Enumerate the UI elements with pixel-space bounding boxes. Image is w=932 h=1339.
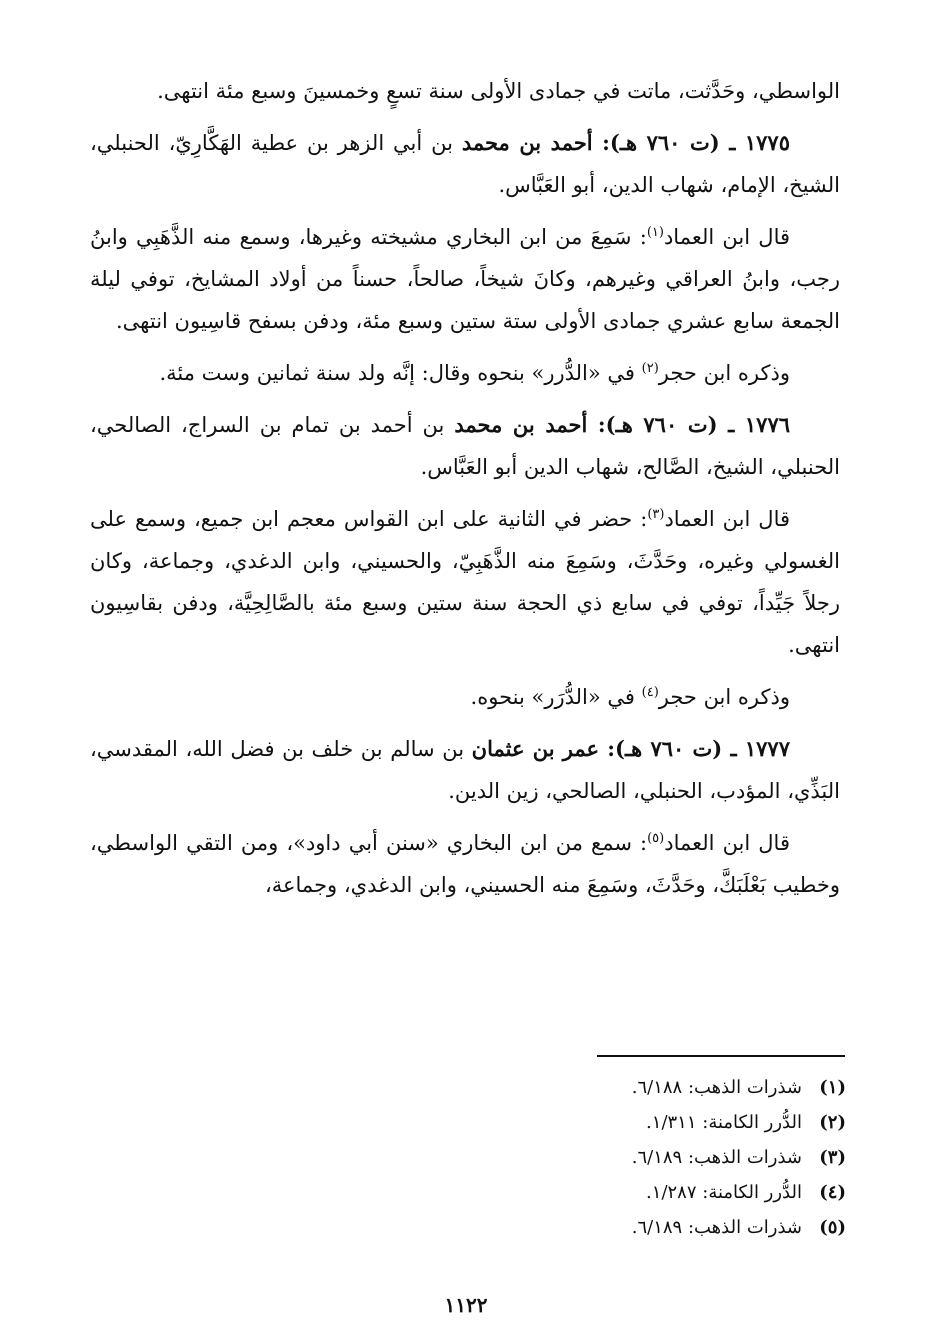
footnote-ref-3[interactable]: (٣): [647, 507, 665, 522]
entry-1777: [90, 728, 840, 812]
footnote-divider: [597, 1055, 845, 1057]
quote-ibn-al-imad-2: [90, 498, 840, 666]
quote-ibn-hajar-1: [90, 352, 840, 394]
page-number: ١١٢٢: [444, 1293, 488, 1317]
paragraph-text: قال ابن العماد: [663, 225, 791, 249]
quote-ibn-al-imad-1: [90, 216, 840, 342]
paragraph-text: وذكره ابن حجر: [658, 361, 790, 385]
footnotes: [400, 1070, 846, 1245]
footnote-number: (٢): [819, 1112, 846, 1133]
paragraph-text: : سَمِعَ من ابن البخاري مشيخته وغيرها، وسمع منه الذَّهَبِي وابنُ رجب، وابنُ العراقي وغيرهم، وكانَ شيخاً، صالحاً، حسناً من أولاد المشايخ، توفي ليلة الجمعة سابع عشري جمادى الأولى ستة ستين وسبع مئة، ودفن بسفح قاسِيون انتهى.: [90, 225, 840, 333]
entry-1775: [90, 122, 840, 206]
entry-heading: ١٧٧٦ ـ (ت ٧٦٠ هـ): أحمد بن محمد: [454, 412, 791, 437]
entry-heading: ١٧٧٧ ـ (ت ٧٦٠ هـ): عمر بن عثمان: [471, 736, 790, 761]
footnote-ref-2[interactable]: (٢): [641, 361, 659, 376]
footnote-number: (٣): [819, 1147, 846, 1168]
paragraph-text: قال ابن العماد: [664, 507, 791, 531]
entry-text: بن أبي الزهر بن عطية الهَكَّارِيّ، الحنبلي، الشيخ، الإمام، شهاب الدين، أبو العَبَّاس.: [90, 131, 840, 197]
entry-text: بن سالم بن خلف بن فضل الله، المقدسي، البَذِّي، المؤدب، الحنبلي، الصالحي، زين الدين.: [90, 737, 840, 803]
quote-ibn-al-imad-3: [90, 822, 840, 906]
paragraph-text: : سمع من ابن البخاري «سنن أبي داود»، ومن التقي الواسطي، وخطيب بَعْلَبَكَّ، وحَدَّثَ، وسَمِعَ منه الحسيني، وابن الدغدي، وجماعة،: [90, 831, 840, 897]
quote-ibn-hajar-2: [90, 676, 840, 718]
footnote-3: [400, 1140, 846, 1175]
paragraph-text: في «الدُّرَر» بنحوه.: [470, 685, 642, 709]
footnote-number: (٤): [819, 1182, 846, 1203]
footnote-text: شذرات الذهب: ٦/١٨٩.: [631, 1217, 802, 1238]
footnote-ref-4[interactable]: (٤): [641, 685, 659, 700]
entry-heading: ١٧٧٥ ـ (ت ٧٦٠ هـ): أحمد بن محمد: [461, 130, 790, 155]
paragraph-text: : حضر في الثانية على ابن القواس معجم ابن جميع، وسمع على الغسولي وغيره، وحَدَّثَ، وسَمِعَ منه الذَّهَبِيّ، والحسيني، وابن الدغدي، وجماعة، وكان رجلاً جَيِّداً، توفي في سابع ذي الحجة سنة ستين وسبع مئة بالصَّالِحِيَّة، ودفن بقاسِيون انتهى.: [90, 507, 840, 657]
footnote-5: [400, 1210, 846, 1245]
paragraph-text: قال ابن العماد: [664, 831, 790, 855]
footnote-text: شذرات الذهب: ٦/١٨٨.: [631, 1077, 802, 1098]
footnote-4: [400, 1175, 846, 1210]
footnote-number: (٥): [819, 1217, 846, 1238]
paragraph-text: وذكره ابن حجر: [658, 685, 790, 709]
footnote-2: [400, 1105, 846, 1140]
footnote-text: شذرات الذهب: ٦/١٨٩.: [631, 1147, 802, 1168]
footnote-text: الدُّرر الكامنة: ١/٣١١.: [646, 1112, 802, 1133]
entry-1776: [90, 404, 840, 488]
footnote-text: الدُّرر الكامنة: ١/٢٨٧.: [646, 1182, 802, 1203]
paragraph-text: الواسطي، وحَدَّثت، ماتت في جمادى الأولى سنة تسعٍ وخمسينَ وسبع مئة انتهى.: [157, 79, 840, 103]
footnote-number: (١): [819, 1077, 846, 1098]
entry-text: بن أحمد بن تمام بن السراج، الصالحي، الحنبلي، الشيخ، الصَّالح، شهاب الدين أبو العَبَّاس.: [90, 413, 840, 479]
paragraph-continuation: [90, 70, 840, 112]
footnote-ref-1[interactable]: (١): [646, 225, 664, 240]
footnote-ref-5[interactable]: (٥): [647, 831, 665, 846]
paragraph-text: في «الدُّرر» بنحوه وقال: إنَّه ولد سنة ثمانين وست مئة.: [159, 361, 642, 385]
main-text: [90, 70, 840, 916]
footnote-1: [400, 1070, 846, 1105]
